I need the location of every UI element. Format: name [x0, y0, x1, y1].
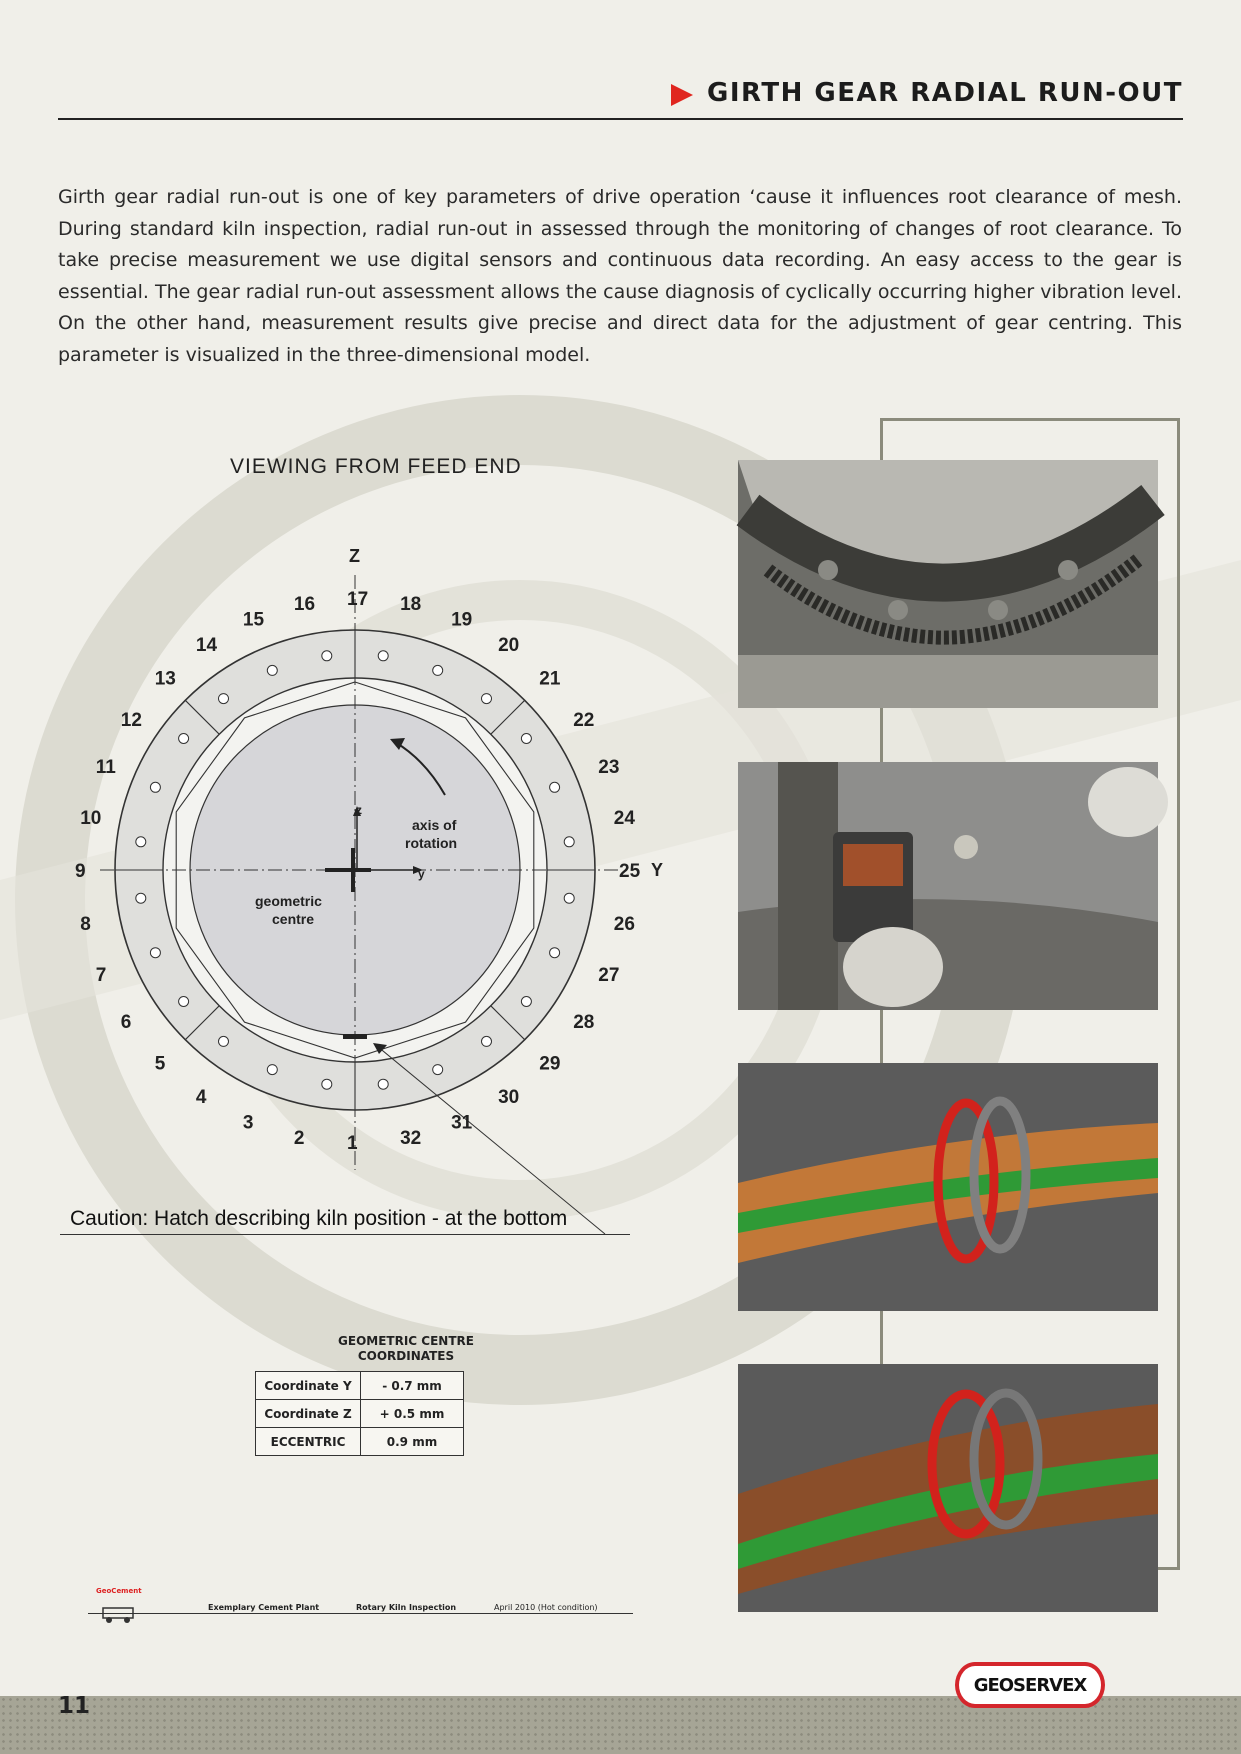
measurement-point-label: 10 [80, 807, 102, 829]
bolt-hole [150, 948, 160, 958]
measurement-point-label: 2 [293, 1127, 305, 1149]
measurement-point-label: 17 [347, 589, 369, 610]
measurement-point-label: 15 [242, 609, 265, 631]
coordinates-title-line-1: GEOMETRIC CENTRE [338, 1334, 474, 1348]
brand-name: GEOSERVEX [973, 1674, 1087, 1696]
coordinate-value: - 0.7 mm [361, 1372, 464, 1400]
axis-z-label: Z [349, 546, 360, 566]
page-header [58, 78, 1183, 120]
measurement-point-label: 19 [451, 609, 473, 631]
coordinate-value: 0.9 mm [361, 1428, 464, 1456]
bolt-hole [136, 893, 146, 903]
photo-measurement-device [738, 762, 1158, 1010]
measurement-point-label: 5 [154, 1053, 166, 1075]
bolt-hole [564, 837, 574, 847]
bolt-hole [267, 665, 277, 675]
table-row [256, 1428, 464, 1456]
diagram-title: VIEWING FROM FEED END [230, 455, 522, 478]
coordinates-title [256, 1334, 556, 1364]
measurement-point-label: 13 [154, 668, 176, 690]
measurement-point-label: 23 [598, 756, 620, 778]
intro-paragraph: Girth gear radial run-out is one of key parameters of drive operation ‘cause it influences root clearance of mesh. During standard kiln inspection, radial run-out in assessed through the monitoring of changes of root clearance. To take precise measurement we use digital sensors and continuous data recording. An easy access to the gear is essential. The gear radial run-out assessment allows the cause diagnosis of cyclically occurring higher vibration level. On the other hand, measurement results give precise and direct data for the adjustment of gear centring. This parameter is visualized in the three-dimensional model. [58, 186, 1182, 366]
bolt-hole [322, 1079, 332, 1089]
measurement-point-label: 3 [242, 1112, 254, 1134]
measurement-point-label: 12 [120, 709, 142, 731]
axis-of-rotation-label-2: rotation [405, 835, 458, 851]
measurement-point-label: 6 [120, 1012, 132, 1034]
photo-girth-gear [738, 460, 1158, 708]
report-footer [58, 1586, 633, 1626]
geocement-logo-text: GeoCement [96, 1587, 142, 1595]
bolt-hole [136, 837, 146, 847]
measurement-point-label: 25 [619, 861, 641, 882]
measurement-point-label: 31 [451, 1112, 473, 1134]
measurement-point-label: 9 [75, 861, 86, 882]
bolt-hole [179, 734, 189, 744]
bolt-hole [550, 948, 560, 958]
geometric-centre-label-2: centre [272, 911, 315, 927]
coordinate-label: Coordinate Z [256, 1400, 361, 1428]
measurement-point-label: 20 [498, 634, 520, 656]
bolt-hole [482, 694, 492, 704]
inner-y-label: y [418, 867, 425, 881]
measurement-point-label: 30 [498, 1087, 520, 1109]
bolt-hole [378, 651, 388, 661]
table-row [256, 1372, 464, 1400]
footer-date: April 2010 (Hot condition) [494, 1603, 598, 1612]
bolt-hole [219, 1036, 229, 1046]
footer-inspection: Rotary Kiln Inspection [356, 1603, 457, 1612]
geometric-centre-label: geometric [255, 893, 322, 909]
bolt-hole [219, 694, 229, 704]
measurement-point-label: 24 [613, 807, 635, 829]
bolt-hole [433, 1065, 443, 1075]
page-title: GIRTH GEAR RADIAL RUN-OUT [707, 78, 1183, 108]
girth-gear-diagram [55, 450, 663, 1240]
measurement-point-label: 11 [95, 756, 116, 778]
inner-z-label: z [356, 803, 362, 817]
geocement-logo-icon [93, 1594, 153, 1624]
measurement-point-label: 28 [573, 1012, 595, 1034]
bolt-hole [521, 734, 531, 744]
page-number: 11 [58, 1693, 91, 1719]
measurement-point-label: 1 [347, 1133, 358, 1154]
measurement-point-label: 8 [80, 914, 91, 936]
table-row [256, 1400, 464, 1428]
red-triangle-icon [671, 84, 693, 106]
measurement-point-label: 14 [195, 634, 218, 656]
coordinate-value: + 0.5 mm [361, 1400, 464, 1428]
coordinates-title-line-2: COORDINATES [357, 1349, 455, 1363]
measurement-point-label: 4 [195, 1087, 207, 1109]
bolt-hole [378, 1079, 388, 1089]
measurement-point-label: 7 [95, 965, 107, 987]
measurement-point-label: 27 [598, 965, 620, 987]
bolt-hole [179, 997, 189, 1007]
measurement-point-label: 16 [293, 594, 316, 616]
coordinate-label: ECCENTRIC [256, 1428, 361, 1456]
bolt-hole [521, 997, 531, 1007]
bolt-hole [433, 665, 443, 675]
measurement-point-label: 18 [400, 594, 422, 616]
coordinates-table [255, 1371, 464, 1456]
bolt-hole [267, 1065, 277, 1075]
bolt-hole [150, 782, 160, 792]
geoservex-logo [955, 1662, 1105, 1708]
measurement-point-label: 21 [539, 668, 561, 690]
bolt-hole [550, 782, 560, 792]
axis-of-rotation-label: axis of [412, 817, 457, 833]
photo-3d-model-perspective [738, 1364, 1158, 1612]
bolt-hole [482, 1036, 492, 1046]
bolt-hole [564, 893, 574, 903]
hatch-marker [343, 1034, 367, 1039]
coordinate-label: Coordinate Y [256, 1372, 361, 1400]
measurement-point-label: 32 [400, 1127, 422, 1149]
bolt-hole [322, 651, 332, 661]
caution-underline [60, 1234, 630, 1235]
measurement-point-label: 22 [573, 709, 595, 731]
photo-3d-model-side [738, 1063, 1158, 1311]
measurement-point-label: 29 [539, 1053, 561, 1075]
footer-plant: Exemplary Cement Plant [208, 1603, 320, 1612]
measurement-point-label: 26 [613, 914, 635, 936]
axis-y-label: Y [650, 860, 663, 880]
caution-note: Caution: Hatch describing kiln position - at the bottom [70, 1207, 568, 1230]
